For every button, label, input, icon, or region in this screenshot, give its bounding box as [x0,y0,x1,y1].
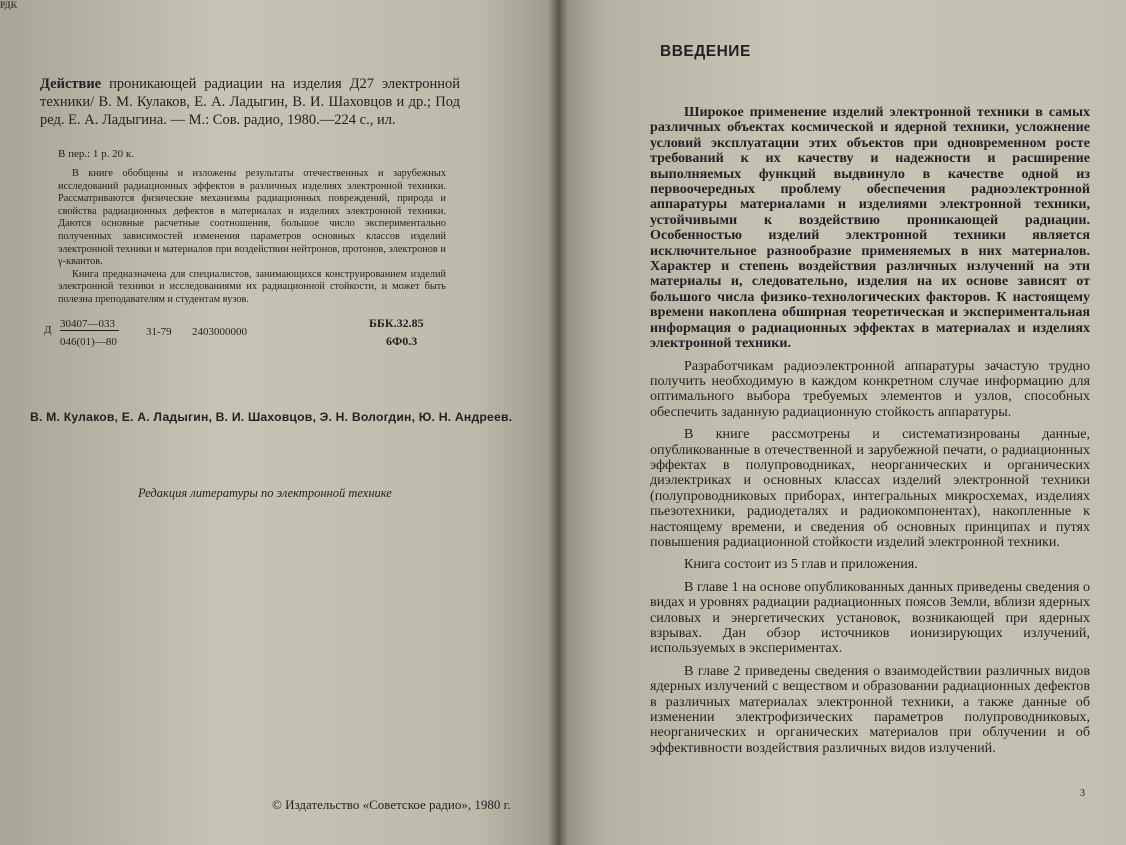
body-paragraph: Книга состоит из 5 глав и приложения. [684,556,918,573]
code-class: 6Ф0.3 [386,334,418,348]
left-page [0,0,558,845]
code-numerator: 30407—033 [60,318,119,331]
bib-title: Действие [40,76,102,92]
body-paragraph: В главе 2 приведены сведения о взаимодействии различных видов ядерных излучений с веществом и образовании радиационных дефектов в различных материалах электронной техники, а также данные об изменении электрофизических параметров полупроводниковых, неорганических и органических материалов при облучении и об эффективности воздействия различных видов излучений. [650,662,1090,756]
copyright-line: © Издательство «Советское радио», 1980 г. [272,797,511,812]
bibliographic-entry [40,75,460,129]
body-paragraph: В книге рассмотрены и систематизированы данные, опубликованные в отечественной и зарубежной печати, о радиационных эффектах в полупроводниках, неорганических и органических диэлектриках и основных классах изделий электронной техники (полупроводниковых приборах, интегральных микросхемах, изделиях пьезотехники, радиодеталях и радиокомпонентах), накопленные к настоящему времени, и сведения об основных принципах и путях повышения радиационной стойкости изделий электронной техники. [650,426,1090,550]
abstract-paragraph: Книга предназначена для специалистов, занимающихся конструированием изделий электронной техники и исследованиями их радиационной стойкости, и может быть полезна преподавателям и студентам вузов. [58,268,446,305]
page-heading: ВВЕДЕНИЕ [660,43,751,60]
authors-line: В. М. Кулаков, Е. А. Ладыгин, В. И. Шаховцов, Э. Н. Вологдин, Ю. Н. Андреев. [30,410,513,424]
body-paragraph: В главе 1 на основе опубликованных данных приведены сведения о видах и уровнях радиации радиационных поясов Земли, вблизи ядерных силовых и энергетических установок, возникающей при ядерных взрывах. Дан обзор источников ионизирующих излучений, используемых в экспериментах. [650,578,1090,657]
body-paragraph: Широкое применение изделий электронной техники в самых различных объектах космической и ядерной техники, усложнение условий эксплуатации этих объектов при одновременном росте требований к их качеству и надежности и расширение выполняемых функций выдвинуло в качестве одной из первоочередных проблему обеспечения радиоэлектронной аппаратуры материалами и изделиями электронной техники, устойчивыми к воздействию проникающей радиации. Особенностью изделий электронной техники является исключительное разнообразие применяемых в них материалов. Характер и степень воздействия различных излучений на эти материалы и, следовательно, изделия на их основе зависят от большого числа физико-технологических факторов. К настоящему времени накоплена обширная теоретическая и экспериментальная информация о радиационных эффектах в материалах и изделиях электронной техники. [650,104,1090,352]
catalog-codes [44,318,444,356]
body-paragraph: Разработчикам радиоэлектронной аппаратуры зачастую трудно получить необходимую в каждом конкретном случае информацию для оптимального выбора требуемых элементов и узлов, способных обеспечить заданную радиационную стойкость аппаратуры. [650,357,1090,420]
code-denominator: 046(01)—80 [60,336,117,348]
code-letter: Д [44,324,52,336]
introduction-body [650,105,1090,763]
bib-text: проникающей радиации на изделия Д27 электронной техники/ В. М. Кулаков, Е. А. Ладыгин, В. И. Шаховцов и др.; Под ред. Е. А. Ладыгина. — М.: Сов. радио, 1980.—224 с., ил. [40,76,461,128]
book-gutter [548,0,568,845]
code-number: 2403000000 [192,326,247,338]
code-bbk: ББК.32.85 [369,316,424,330]
price-line: В пер.: 1 р. 20 к. [58,148,135,160]
corner-text: РДК [0,0,18,10]
abstract-paragraph: В книге обобщены и изложены результаты отечественных и зарубежных исследований радиационных эффектов в различных изделиях электронной техники. Рассматриваются физические механизмы радиационных повреждений, природа и свойства радиационных дефектов в материалах и изделиях электронной техники. Даются основные расчетные соотношения, большое число экспериментально полученных зависимостей изменения параметров основных классов изделий электронной техники и материалов при воздействии нейтронов, протонов, электронов и γ-квантов. [58,168,446,268]
editorial-line: Редакция литературы по электронной технике [138,486,392,500]
page-number: 3 [1080,788,1085,799]
abstract [58,168,446,307]
code-middle: 31-79 [146,326,172,338]
